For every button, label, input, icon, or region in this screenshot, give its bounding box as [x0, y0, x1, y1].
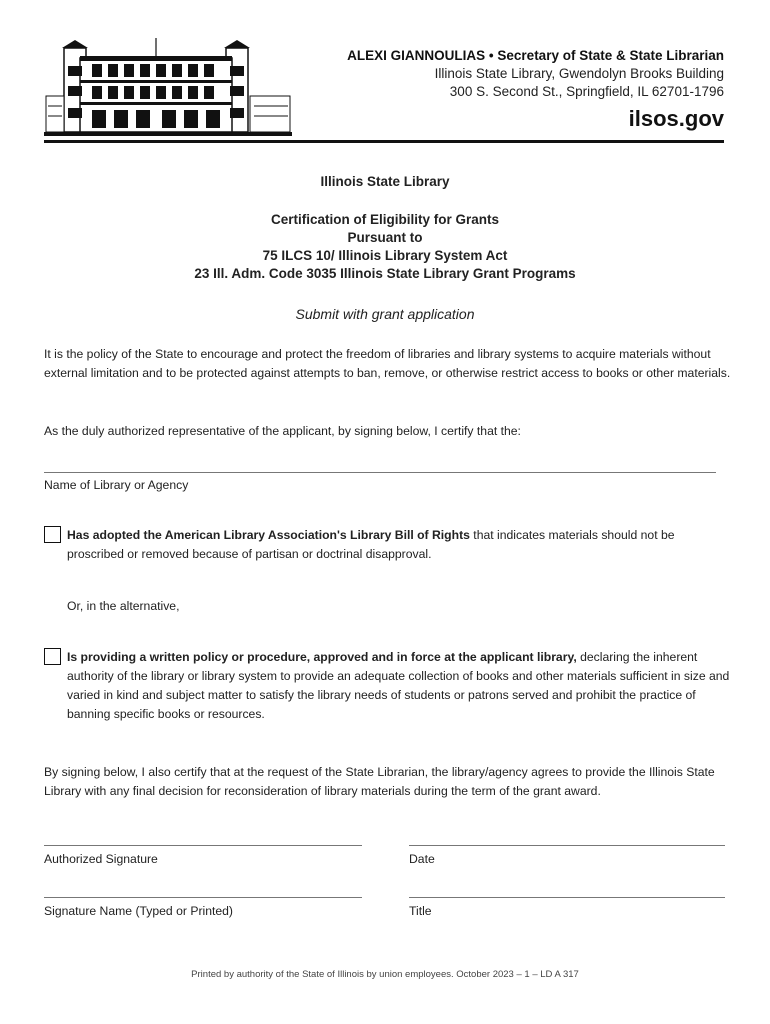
title-label: Title — [409, 904, 432, 918]
signature-name-field[interactable] — [44, 897, 362, 898]
header-name-line: ALEXI GIANNOULIAS • Secretary of State & State Librarian — [347, 48, 724, 63]
alternative-text: Or, in the alternative, — [67, 599, 180, 613]
title-field[interactable] — [409, 897, 725, 898]
org-title: Illinois State Library — [320, 174, 450, 189]
form-title-line1: Certification of Eligibility for Grants — [270, 212, 500, 227]
form-title-line2: Pursuant to — [347, 230, 423, 245]
authorized-signature-label: Authorized Signature — [44, 852, 158, 866]
option1-rest: that indicates materials should not be proscribed or removed because of partisan or doctrinal disapproval. — [67, 528, 675, 561]
header-divider — [44, 140, 724, 143]
library-building-icon — [44, 36, 292, 140]
option2-rest: declaring the inherent authority of the library or library system to provide an adequate collection of books and other materials sufficient in size and varied in kind and subject matter to satisfy the library needs of students or patrons served and prohibit the practice of banning specific books or resources. — [67, 650, 730, 721]
signature-name-label: Signature Name (Typed or Printed) — [44, 904, 233, 918]
form-title-line3: 75 ILCS 10/ Illinois Library System Act — [262, 248, 508, 263]
date-field[interactable] — [409, 845, 725, 846]
library-name-label: Name of Library or Agency — [44, 478, 189, 492]
header-address-line2: 300 S. Second St., Springfield, IL 62701-1796 — [449, 84, 724, 99]
authorized-signature-field[interactable] — [44, 845, 362, 846]
option1-text — [67, 526, 732, 564]
library-name-field[interactable] — [44, 472, 716, 473]
header-address-line1: Illinois State Library, Gwendolyn Brooks Building — [434, 66, 724, 81]
bill-of-rights-checkbox[interactable] — [44, 526, 61, 543]
certify-intro: As the duly authorized representative of the applicant, by signing below, I certify that the: — [44, 424, 521, 438]
final-paragraph: By signing below, I also certify that at the request of the State Librarian, the library/agency agrees to provide the Illinois State Library with any final decision for reconsideration of library materials during the term of the grant award. — [44, 765, 715, 798]
date-label: Date — [409, 852, 435, 866]
written-policy-checkbox[interactable] — [44, 648, 61, 665]
option2-text — [67, 648, 732, 724]
option1-bold: Has adopted the American Library Association's Library Bill of Rights — [67, 528, 470, 542]
option2-bold: Is providing a written policy or procedure, approved and in force at the applicant library, — [67, 650, 577, 664]
form-title-line4: 23 Ill. Adm. Code 3035 Illinois State Library Grant Programs — [194, 266, 576, 281]
footer-text: Printed by authority of the State of Illinois by union employees. October 2023 – 1 – LD A 317 — [191, 969, 579, 980]
policy-paragraph: It is the policy of the State to encourage and protect the freedom of libraries and library systems to acquire materials without external limitation and to be protected against attempts to ban, remove, or otherwise restrict access to books or other materials. — [44, 347, 731, 380]
header-website[interactable]: ilsos.gov — [628, 106, 724, 131]
form-subtitle: Submit with grant application — [295, 306, 475, 322]
